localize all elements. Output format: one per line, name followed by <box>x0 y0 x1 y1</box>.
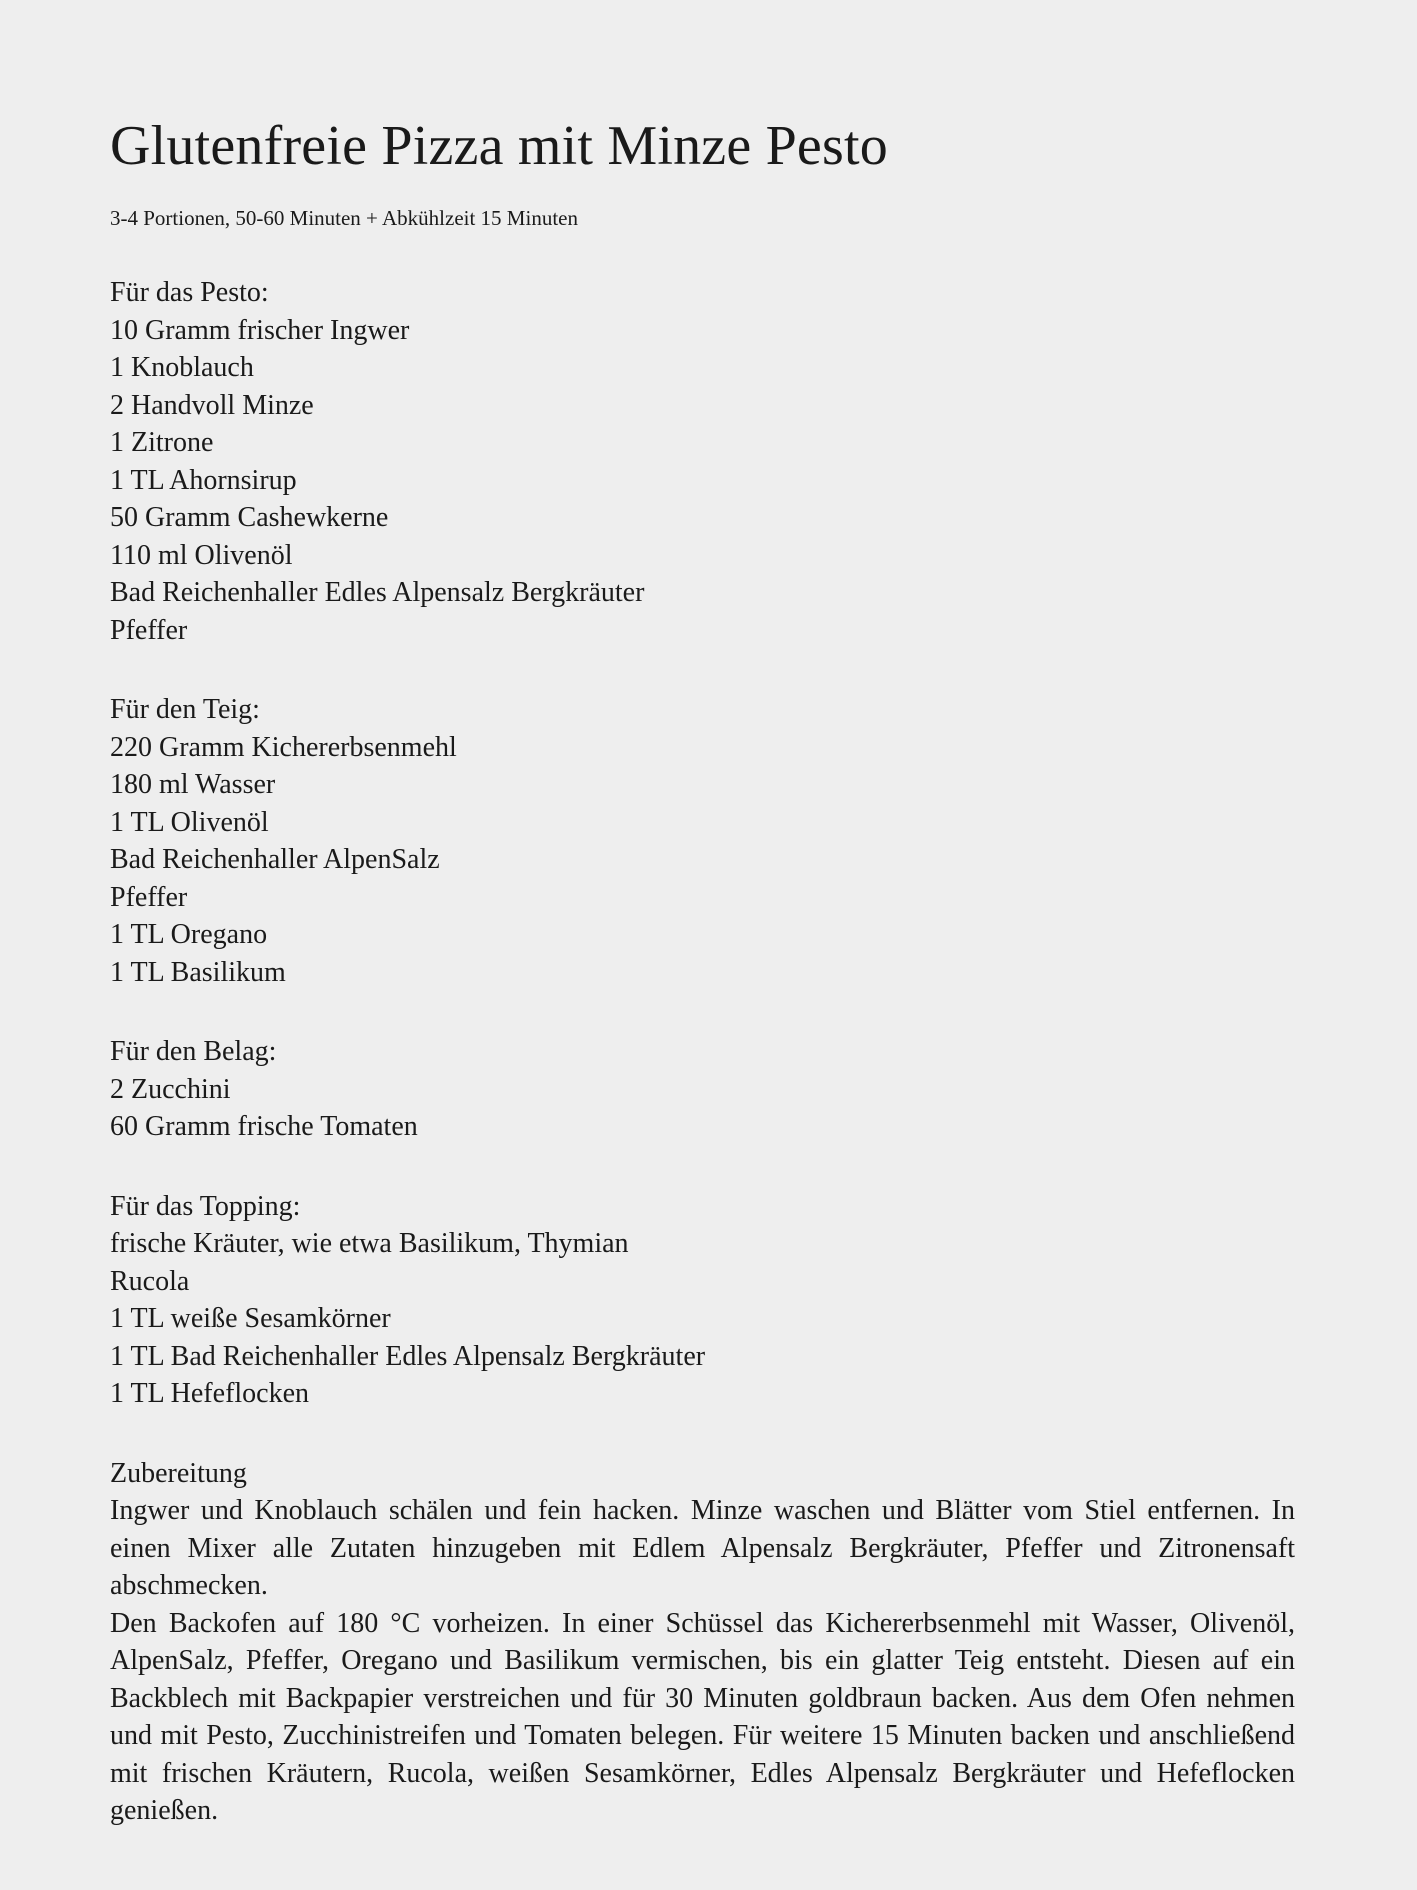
pesto-ingredient: 1 Knoblauch <box>110 352 254 383</box>
zubereitung-paragraph: Ingwer und Knoblauch schälen und fein hacken. Minze waschen und Blätter vom Stiel entfernen. In einen Mixer alle Zutaten hinzugeben mit Edlem Alpensalz Bergkräuter, Pfeffer und Zitronensaft abschmecken. <box>110 1495 1295 1601</box>
pesto-ingredient: 1 Zitrone <box>110 427 214 458</box>
topping-ingredient: 1 TL weiße Sesamkörner <box>110 1303 391 1334</box>
belag-heading: Für den Belag: <box>110 1036 277 1067</box>
pesto-ingredient: 1 TL Ahornsirup <box>110 464 297 496</box>
pesto-ingredient: Bad Reichenhaller Edles Alpensalz Bergkräuter <box>110 577 645 608</box>
pesto-ingredient: 10 Gramm frischer Ingwer <box>110 314 410 346</box>
recipe-subtitle: 3-4 Portionen, 50-60 Minuten + Abkühlzeit 15 Minuten <box>110 206 578 230</box>
pesto-ingredient: 2 Handvoll Minze <box>110 389 314 421</box>
pesto-ingredient: 50 Gramm Cashewkerne <box>110 502 389 533</box>
belag-ingredient: 2 Zucchini <box>110 1073 231 1105</box>
belag-section <box>110 1033 1310 1146</box>
pesto-ingredient: 110 ml Olivenöl <box>110 539 293 571</box>
recipe-page <box>110 110 1310 1830</box>
teig-ingredient: 1 TL Olivenöl <box>110 806 269 838</box>
teig-ingredient: 180 ml Wasser <box>110 769 276 800</box>
belag-ingredient: 60 Gramm frische Tomaten <box>110 1111 418 1142</box>
zubereitung-paragraph: Den Backofen auf 180 °C vorheizen. In einer Schüssel das Kichererbsenmehl mit Wasser, Olivenöl, AlpenSalz, Pfeffer, Oregano und Basilikum vermischen, bis ein glatter Teig entsteht. Diesen auf ein Backblech mit Backpapier verstreichen und für 30 Minuten goldbraun backen. Aus dem Ofen nehmen und mit Pesto, Zucchinistreifen und Tomaten belegen. Für weitere 15 Minuten backen und anschließend mit frischen Kräutern, Rucola, weißen Sesamkörner, Edles Alpensalz Bergkräuter und Hefeflocken genießen. <box>110 1607 1295 1826</box>
teig-ingredient: 1 TL Oregano <box>110 919 268 950</box>
teig-ingredient: Bad Reichenhaller AlpenSalz <box>110 844 440 875</box>
topping-ingredient: Rucola <box>110 1265 190 1297</box>
pesto-ingredient: Pfeffer <box>110 614 188 646</box>
teig-ingredient: 1 TL Basilikum <box>110 956 286 988</box>
topping-section <box>110 1188 1310 1413</box>
teig-section <box>110 691 1310 991</box>
teig-ingredient: Pfeffer <box>110 881 188 913</box>
teig-ingredient: 220 Gramm Kichererbsenmehl <box>110 731 457 763</box>
topping-ingredient: frische Kräuter, wie etwa Basilikum, Thymian <box>110 1228 629 1259</box>
recipe-title: Glutenfreie Pizza mit Minze Pesto <box>110 115 888 177</box>
topping-ingredient: 1 TL Hefeflocken <box>110 1378 310 1409</box>
topping-heading: Für das Topping: <box>110 1190 301 1222</box>
teig-heading: Für den Teig: <box>110 694 260 725</box>
pesto-section <box>110 274 1310 649</box>
topping-ingredient: 1 TL Bad Reichenhaller Edles Alpensalz Bergkräuter <box>110 1340 706 1372</box>
pesto-heading: Für das Pesto: <box>110 277 269 308</box>
zubereitung-section <box>110 1455 1310 1830</box>
zubereitung-heading: Zubereitung <box>110 1457 247 1489</box>
